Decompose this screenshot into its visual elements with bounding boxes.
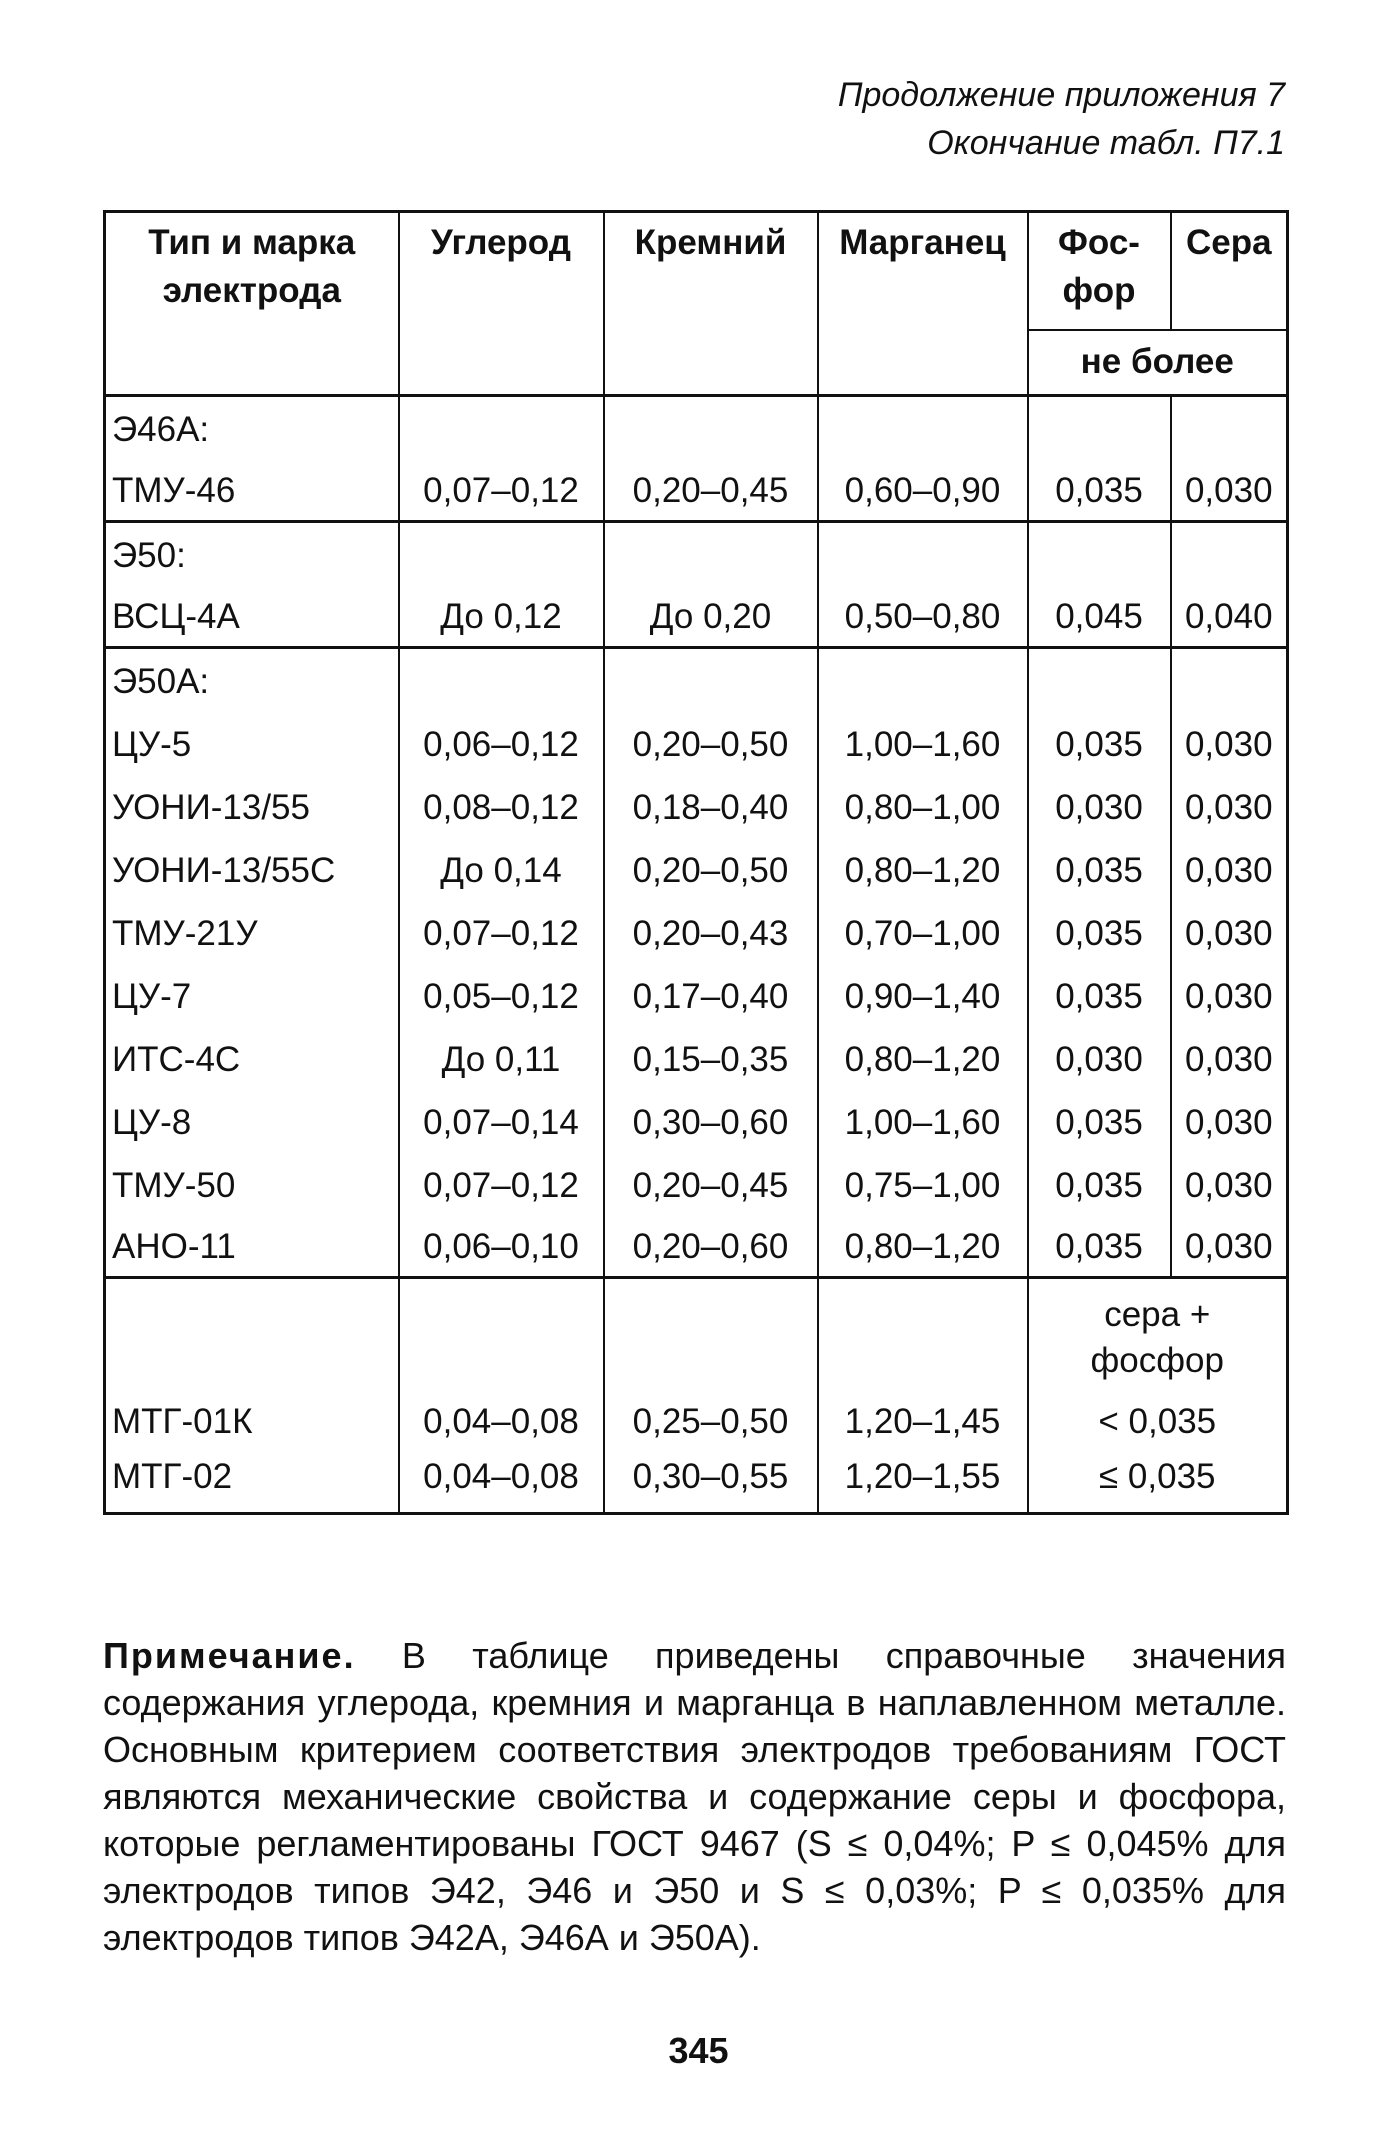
manganese-value: 1,00–1,60 [818,711,1028,774]
header-sulfur: Сера [1171,212,1288,330]
empty-cell [604,648,818,711]
table-row [105,1451,1288,1514]
table-row [105,711,1288,774]
group-label: Э50А: [105,648,399,711]
carbon-value: 0,07–0,12 [399,900,604,963]
silicon-value: 0,25–0,50 [604,1388,818,1451]
combined-sp-header: сера + фосфор [1028,1278,1288,1388]
empty-cell [399,1278,604,1388]
carbon-value: До 0,14 [399,837,604,900]
empty-cell [1171,522,1288,585]
header-silicon: Кремний [604,212,818,396]
silicon-value: 0,20–0,50 [604,837,818,900]
carbon-value: 0,06–0,10 [399,1215,604,1278]
empty-cell [399,396,604,459]
group-row [105,522,1288,585]
table-body [105,396,1288,1514]
phosphorus-value: 0,045 [1028,585,1171,648]
empty-cell [105,1278,399,1388]
table-row [105,1388,1288,1451]
sulfur-phosphorus-value: ≤ 0,035 [1028,1451,1288,1514]
electrode-name: УОНИ-13/55 [105,774,399,837]
header-phosphorus: Фос-фор [1028,212,1171,330]
carbon-value: 0,04–0,08 [399,1388,604,1451]
note-lead: Примечание. [103,1635,356,1676]
empty-cell [604,1278,818,1388]
electrode-name: ТМУ-50 [105,1152,399,1215]
empty-cell [818,396,1028,459]
carbon-value: 0,08–0,12 [399,774,604,837]
manganese-value: 1,20–1,45 [818,1388,1028,1451]
composition-table [103,210,1289,1515]
manganese-value: 1,20–1,55 [818,1451,1028,1514]
table-row [105,1152,1288,1215]
carbon-value: 0,07–0,12 [399,1152,604,1215]
note-text: В таблице приведены справочные значения содержания углерода, кремния и марганца в наплавленном металле. Основным критерием соответствия электродов требованиям ГОСТ являются механические свойства и содержание серы и фосфора, которые регламентированы ГОСТ 9467 (S ≤ 0,04%; P ≤ 0,045% для электродов типов Э42, Э46 и Э50 и S ≤ 0,03%; P ≤ 0,035% для электродов типов Э42А, Э46А и Э50А). [103,1635,1286,1958]
combined-header-row [105,1278,1288,1388]
electrode-name: ТМУ-21У [105,900,399,963]
header-limit: не более [1028,330,1288,396]
manganese-value: 0,50–0,80 [818,585,1028,648]
carbon-value: До 0,11 [399,1026,604,1089]
electrode-name: МТГ-01К [105,1388,399,1451]
running-head-table: Окончание табл. П7.1 [927,124,1285,162]
empty-cell [818,648,1028,711]
manganese-value: 1,00–1,60 [818,1089,1028,1152]
silicon-value: 0,20–0,45 [604,459,818,522]
sulfur-phosphorus-value: < 0,035 [1028,1388,1288,1451]
sulfur-value: 0,030 [1171,459,1288,522]
empty-cell [1028,396,1171,459]
phosphorus-value: 0,030 [1028,774,1171,837]
group-row [105,648,1288,711]
silicon-value: 0,18–0,40 [604,774,818,837]
silicon-value: До 0,20 [604,585,818,648]
silicon-value: 0,20–0,45 [604,1152,818,1215]
note [103,1632,1286,1961]
electrode-name: ВСЦ-4А [105,585,399,648]
carbon-value: До 0,12 [399,585,604,648]
manganese-value: 0,90–1,40 [818,963,1028,1026]
sulfur-value: 0,030 [1171,711,1288,774]
silicon-value: 0,17–0,40 [604,963,818,1026]
phosphorus-value: 0,035 [1028,1215,1171,1278]
empty-cell [1028,522,1171,585]
electrode-name: УОНИ-13/55С [105,837,399,900]
group-label: Э46А: [105,396,399,459]
electrode-name: ТМУ-46 [105,459,399,522]
phosphorus-value: 0,035 [1028,459,1171,522]
empty-cell [604,522,818,585]
sulfur-value: 0,030 [1171,774,1288,837]
group-row [105,396,1288,459]
empty-cell [818,1278,1028,1388]
phosphorus-value: 0,035 [1028,900,1171,963]
sulfur-value: 0,030 [1171,1089,1288,1152]
carbon-value: 0,05–0,12 [399,963,604,1026]
header-carbon: Углерод [399,212,604,396]
page-number: 345 [668,2030,729,2071]
sulfur-value: 0,030 [1171,1152,1288,1215]
table-row [105,900,1288,963]
empty-cell [399,522,604,585]
sulfur-value: 0,030 [1171,963,1288,1026]
sulfur-value: 0,030 [1171,837,1288,900]
silicon-value: 0,20–0,50 [604,711,818,774]
table-row [105,1089,1288,1152]
sulfur-value: 0,030 [1171,1215,1288,1278]
silicon-value: 0,15–0,35 [604,1026,818,1089]
phosphorus-value: 0,035 [1028,963,1171,1026]
manganese-value: 0,80–1,20 [818,837,1028,900]
table-row [105,459,1288,522]
phosphorus-value: 0,035 [1028,711,1171,774]
group-label: Э50: [105,522,399,585]
empty-cell [818,522,1028,585]
manganese-value: 0,80–1,20 [818,1026,1028,1089]
electrode-name: ЦУ-8 [105,1089,399,1152]
manganese-value: 0,60–0,90 [818,459,1028,522]
table-row [105,1026,1288,1089]
empty-cell [1028,648,1171,711]
table-row [105,585,1288,648]
sulfur-value: 0,030 [1171,1026,1288,1089]
phosphorus-value: 0,035 [1028,1152,1171,1215]
phosphorus-value: 0,030 [1028,1026,1171,1089]
electrode-name: ЦУ-5 [105,711,399,774]
electrode-name: МТГ-02 [105,1451,399,1514]
silicon-value: 0,20–0,43 [604,900,818,963]
carbon-value: 0,07–0,14 [399,1089,604,1152]
table-row [105,1215,1288,1278]
running-head-appendix: Продолжение приложения 7 [837,76,1285,114]
silicon-value: 0,20–0,60 [604,1215,818,1278]
silicon-value: 0,30–0,60 [604,1089,818,1152]
empty-cell [604,396,818,459]
empty-cell [1171,396,1288,459]
carbon-value: 0,06–0,12 [399,711,604,774]
phosphorus-value: 0,035 [1028,837,1171,900]
table-row [105,774,1288,837]
manganese-value: 0,80–1,00 [818,774,1028,837]
header-type: Тип и марка электрода [105,212,399,396]
electrode-name: ЦУ-7 [105,963,399,1026]
silicon-value: 0,30–0,55 [604,1451,818,1514]
table-row [105,837,1288,900]
electrode-name: АНО-11 [105,1215,399,1278]
manganese-value: 0,80–1,20 [818,1215,1028,1278]
empty-cell [399,648,604,711]
table-header [105,212,1288,396]
carbon-value: 0,07–0,12 [399,459,604,522]
electrode-name: ИТС-4С [105,1026,399,1089]
manganese-value: 0,75–1,00 [818,1152,1028,1215]
sulfur-value: 0,040 [1171,585,1288,648]
sulfur-value: 0,030 [1171,900,1288,963]
table-row [105,963,1288,1026]
phosphorus-value: 0,035 [1028,1089,1171,1152]
header-manganese: Марганец [818,212,1028,396]
empty-cell [1171,648,1288,711]
carbon-value: 0,04–0,08 [399,1451,604,1514]
manganese-value: 0,70–1,00 [818,900,1028,963]
